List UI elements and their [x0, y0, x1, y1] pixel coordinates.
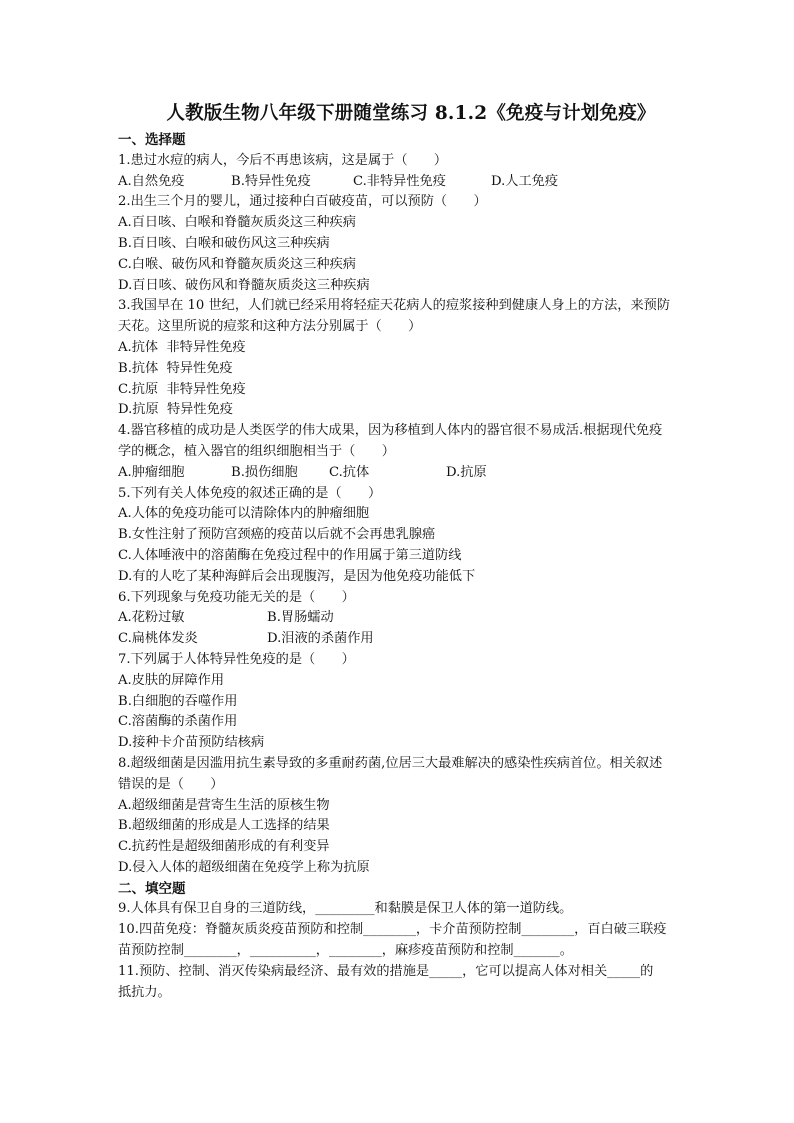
option: C.扁桃体发炎	[118, 631, 198, 647]
option: B.特异性免疫	[231, 173, 311, 189]
question-4-stem: 4.器官移植的成功是人类医学的伟大成果，因为移植到人体内的器官很不易成活.根据现代免疫	[118, 423, 663, 439]
option: D.抗原 特异性免疫	[118, 402, 233, 418]
option: D.百日咳、破伤风和脊髓灰质炎这三种疾病	[118, 277, 370, 293]
option: A.人体的免疫功能可以清除体内的肿瘤细胞	[118, 506, 370, 522]
question-6-options-row1	[118, 608, 704, 629]
option: B.抗体 特异性免疫	[118, 360, 233, 376]
option: A.肿瘤细胞	[118, 464, 185, 480]
option: C.非特异性免疫	[353, 173, 446, 189]
question-8-stem-cont: 错误的是（ ）	[118, 776, 224, 792]
question-3-stem: 3.我国早在 10 世纪，人们就已经采用将轻症天花病人的痘浆接种到健康人身上的方法，来预防	[118, 298, 671, 314]
section-heading-fill: 二、填空题	[118, 880, 186, 897]
option: B.胃肠蠕动	[267, 610, 334, 626]
question-6-stem: 6.下列现象与免疫功能无关的是（ ）	[118, 589, 355, 605]
option: B.百日咳、白喉和破伤风这三种疾病	[118, 235, 330, 251]
question-1-stem: 1.患过水痘的病人，今后不再患该病，这是属于（ ）	[118, 152, 448, 168]
question-10-cont: 苗预防控制________，__________，________，麻疹疫苗预防和控制_______。	[118, 943, 573, 959]
option: B.超级细菌的形成是人工选择的结果	[118, 818, 330, 834]
option: C.人体唾液中的溶菌酶在免疫过程中的作用属于第三道防线	[118, 547, 462, 563]
question-4-options	[118, 463, 704, 484]
option: C.抗体	[329, 464, 370, 480]
section-heading-choice: 一、选择题	[118, 132, 186, 148]
option: A.抗体 非特异性免疫	[118, 339, 246, 355]
question-3-stem-cont: 天花。这里所说的痘浆和这种方法分别属于（ ）	[118, 319, 422, 335]
option: D.有的人吃了某种海鲜后会出现腹泻，是因为他免疫功能低下	[118, 568, 476, 584]
option: B.白细胞的吞噬作用	[118, 693, 238, 709]
option: C.溶菌酶的杀菌作用	[118, 714, 238, 730]
question-2-stem: 2.出生三个月的婴儿，通过接种白百破疫苗，可以预防（ ）	[118, 194, 487, 210]
option: A.超级细菌是营寄生生活的原核生物	[118, 797, 330, 813]
question-4-stem-cont: 学的概念，植入器官的组织细胞相当于（ ）	[118, 443, 395, 459]
option: A.百日咳、白喉和脊髓灰质炎这三种疾病	[118, 215, 356, 231]
question-11-cont: 抵抗力。	[118, 984, 171, 1000]
question-7-stem: 7.下列属于人体特异性免疫的是（ ）	[118, 651, 355, 667]
question-6-options-row2	[118, 629, 704, 650]
option: D.人工免疫	[491, 173, 559, 189]
option: B.损伤细胞	[231, 464, 298, 480]
question-11: 11.预防、控制、消灭传染病最经济、最有效的措施是_____，它可以提高人体对相关_____的	[118, 963, 654, 979]
option: D.抗原	[446, 464, 487, 480]
page-title: 人教版生物八年级下册随堂练习 8.1.2《免疫与计划免疫》	[166, 103, 656, 124]
option: A.自然免疫	[118, 173, 185, 189]
option: C.白喉、破伤风和脊髓灰质炎这三种疾病	[118, 256, 356, 272]
option: D.泪液的杀菌作用	[267, 631, 374, 647]
worksheet	[118, 100, 704, 1003]
question-8-stem: 8.超级细菌是因滥用抗生素导致的多重耐药菌,位居三大最难解决的感染性疾病首位。相关叙述	[118, 755, 663, 771]
option: A.皮肤的屏障作用	[118, 672, 225, 688]
question-5-stem: 5.下列有关人体免疫的叙述正确的是（ ）	[118, 485, 382, 501]
option: C.抗原 非特异性免疫	[118, 381, 246, 397]
option: D.侵入人体的超级细菌在免疫学上称为抗原	[118, 859, 370, 875]
question-9: 9.人体具有保卫自身的三道防线，_________和黏膜是保卫人体的第一道防线。	[118, 901, 573, 917]
option: A.花粉过敏	[118, 610, 185, 626]
question-1-options	[118, 172, 704, 193]
question-10: 10.四苗免疫：脊髓灰质炎疫苗预防和控制________，卡介苗预防控制________，百白破三联疫	[118, 922, 667, 938]
option: B.女性注射了预防宫颈癌的疫苗以后就不会再患乳腺癌	[118, 527, 436, 543]
option: C.抗药性是超级细菌形成的有利变异	[118, 839, 330, 855]
option: D.接种卡介苗预防结核病	[118, 735, 265, 751]
